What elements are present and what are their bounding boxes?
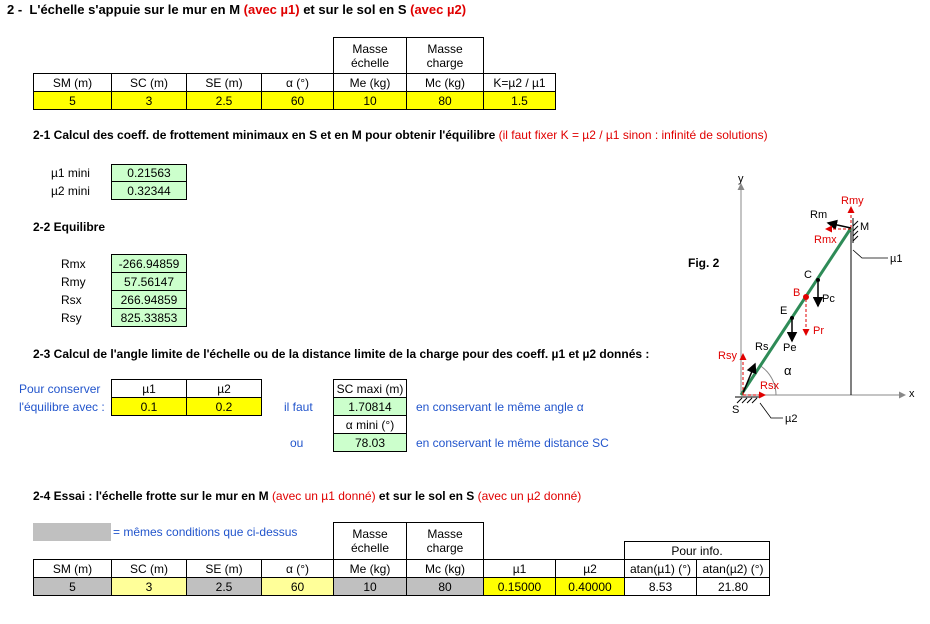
mu2-mini-value: 0.32344 bbox=[111, 181, 187, 200]
page-title: 2 - L'échelle s'appuie sur le mur en M (avec µ1) et sur le sol en S (avec µ2) bbox=[7, 2, 467, 17]
header-sc: SC (m) bbox=[111, 73, 187, 92]
header-masse-echelle: Masse échelle bbox=[333, 37, 407, 74]
rsy-label: Rsy bbox=[61, 311, 82, 325]
section-2-2-heading: 2-2 Equilibre bbox=[33, 220, 106, 234]
header-se: SE (m) bbox=[186, 73, 262, 92]
x-axis-label: x bbox=[909, 388, 915, 400]
mu1-header: µ1 bbox=[111, 379, 187, 398]
equilibre-avec-label: l'équilibre avec : bbox=[19, 400, 105, 414]
value2-me: 10 bbox=[333, 577, 407, 596]
ground-hatching bbox=[737, 398, 757, 403]
header-masse-charge: Masse charge bbox=[406, 37, 484, 74]
mu1-mini-label: µ1 mini bbox=[51, 166, 90, 180]
rsx-label: Rsx bbox=[760, 380, 779, 392]
value2-mc: 80 bbox=[406, 577, 484, 596]
header2-atan-mu2: atan(µ2) (°) bbox=[696, 559, 770, 578]
value2-sc[interactable]: 3 bbox=[111, 577, 187, 596]
rsx-label: Rsx bbox=[61, 293, 82, 307]
y-axis-label: y bbox=[738, 173, 744, 185]
header-mc: Mc (kg) bbox=[406, 73, 484, 92]
ladder bbox=[741, 228, 851, 395]
mu2-header: µ2 bbox=[186, 379, 262, 398]
value2-sm: 5 bbox=[33, 577, 112, 596]
rmy-label: Rmy bbox=[841, 195, 864, 207]
s-label: S bbox=[732, 404, 740, 416]
section-2-4-heading: 2-4 Essai : l'échelle frotte sur le mur en M (avec un µ1 donné) et sur le sol en S (avec un µ2 donné) bbox=[33, 489, 582, 503]
value-me[interactable]: 10 bbox=[333, 91, 407, 110]
rmx-label: Rmx bbox=[814, 234, 837, 246]
point-c bbox=[816, 278, 820, 282]
mu2-input[interactable]: 0.2 bbox=[186, 397, 262, 416]
header2-masse-charge: Masse charge bbox=[406, 522, 484, 560]
pour-conserver-label: Pour conserver bbox=[19, 382, 101, 396]
fig-label: Fig. 2 bbox=[688, 256, 720, 270]
value-alpha[interactable]: 60 bbox=[261, 91, 334, 110]
rmy-value: 57.56147 bbox=[111, 272, 187, 291]
alpha-mini-value: 78.03 bbox=[333, 433, 407, 452]
header2-me: Me (kg) bbox=[333, 559, 407, 578]
header2-sc: SC (m) bbox=[111, 559, 187, 578]
header2-se: SE (m) bbox=[186, 559, 262, 578]
mu2-leader bbox=[760, 403, 783, 418]
wall-hatching bbox=[853, 221, 858, 241]
header2-masse-echelle: Masse échelle bbox=[333, 522, 407, 560]
header2-alpha: α (°) bbox=[261, 559, 334, 578]
note-meme-angle: en conservant le même angle α bbox=[416, 400, 584, 414]
ou-label: ou bbox=[290, 436, 304, 450]
value-k[interactable]: 1.5 bbox=[483, 91, 556, 110]
sc-maxi-value: 1.70814 bbox=[333, 397, 407, 416]
pc-label: Pc bbox=[822, 293, 835, 305]
rmx-label: Rmx bbox=[61, 257, 86, 271]
header-k: K=µ2 / µ1 bbox=[483, 73, 556, 92]
pe-label: Pe bbox=[783, 342, 797, 354]
point-e bbox=[790, 316, 794, 320]
header-pour-info: Pour info. bbox=[624, 541, 770, 560]
value2-mu2[interactable]: 0.40000 bbox=[555, 577, 625, 596]
rsy-label: Rsy bbox=[718, 350, 737, 362]
value2-se: 2.5 bbox=[186, 577, 262, 596]
header-alpha: α (°) bbox=[261, 73, 334, 92]
mu2-mini-label: µ2 mini bbox=[51, 184, 90, 198]
legend-text: = mêmes conditions que ci-dessus bbox=[113, 525, 298, 539]
value-mc[interactable]: 80 bbox=[406, 91, 484, 110]
il-faut-label: il faut bbox=[284, 400, 313, 414]
rsx-value: 266.94859 bbox=[111, 290, 187, 309]
rm-arrow bbox=[828, 223, 851, 228]
ladder-diagram bbox=[700, 165, 925, 430]
e-label: E bbox=[780, 305, 788, 317]
mu1-leader bbox=[853, 250, 888, 258]
c-label: C bbox=[804, 269, 812, 281]
value2-mu1[interactable]: 0.15000 bbox=[483, 577, 556, 596]
mu1-mini-value: 0.21563 bbox=[111, 164, 187, 182]
section-2-1-heading: 2-1 Calcul des coeff. de frottement minimaux en S et en M pour obtenir l'équilibre (il faut fixer K = µ2 / µ1 sinon : infinité de solutions) bbox=[33, 128, 768, 142]
value2-atan-mu2: 21.80 bbox=[696, 577, 770, 596]
m-label: M bbox=[860, 221, 870, 233]
rsy-value: 825.33853 bbox=[111, 308, 187, 327]
mu1-label: µ1 bbox=[890, 253, 903, 265]
header-me: Me (kg) bbox=[333, 73, 407, 92]
header2-atan-mu1: atan(µ1) (°) bbox=[624, 559, 697, 578]
rmy-label: Rmy bbox=[61, 275, 86, 289]
b-label: B bbox=[793, 287, 801, 299]
pr-label: Pr bbox=[813, 325, 824, 337]
value2-atan-mu1: 8.53 bbox=[624, 577, 697, 596]
alpha-label: α bbox=[784, 363, 792, 378]
section-2-3-heading: 2-3 Calcul de l'angle limite de l'échelle ou de la distance limite de la charge pour des coeff. µ1 et µ2 donnés : bbox=[33, 347, 650, 361]
value-sm[interactable]: 5 bbox=[33, 91, 112, 110]
header2-sm: SM (m) bbox=[33, 559, 112, 578]
header2-mc: Mc (kg) bbox=[406, 559, 484, 578]
header2-mu1: µ1 bbox=[483, 559, 556, 578]
alpha-mini-header: α mini (°) bbox=[333, 415, 407, 434]
header-sm: SM (m) bbox=[33, 73, 112, 92]
legend-swatch bbox=[33, 523, 111, 541]
sc-maxi-header: SC maxi (m) bbox=[333, 379, 407, 398]
value-se[interactable]: 2.5 bbox=[186, 91, 262, 110]
note-meme-distance: en conservant le même distance SC bbox=[416, 436, 609, 450]
header2-mu2: µ2 bbox=[555, 559, 625, 578]
value-sc[interactable]: 3 bbox=[111, 91, 187, 110]
rs-label: Rs bbox=[755, 341, 769, 353]
rm-label: Rm bbox=[810, 209, 828, 221]
mu2-label: µ2 bbox=[785, 413, 798, 425]
rmx-value: -266.94859 bbox=[111, 254, 187, 273]
mu1-input[interactable]: 0.1 bbox=[111, 397, 187, 416]
value2-alpha[interactable]: 60 bbox=[261, 577, 334, 596]
